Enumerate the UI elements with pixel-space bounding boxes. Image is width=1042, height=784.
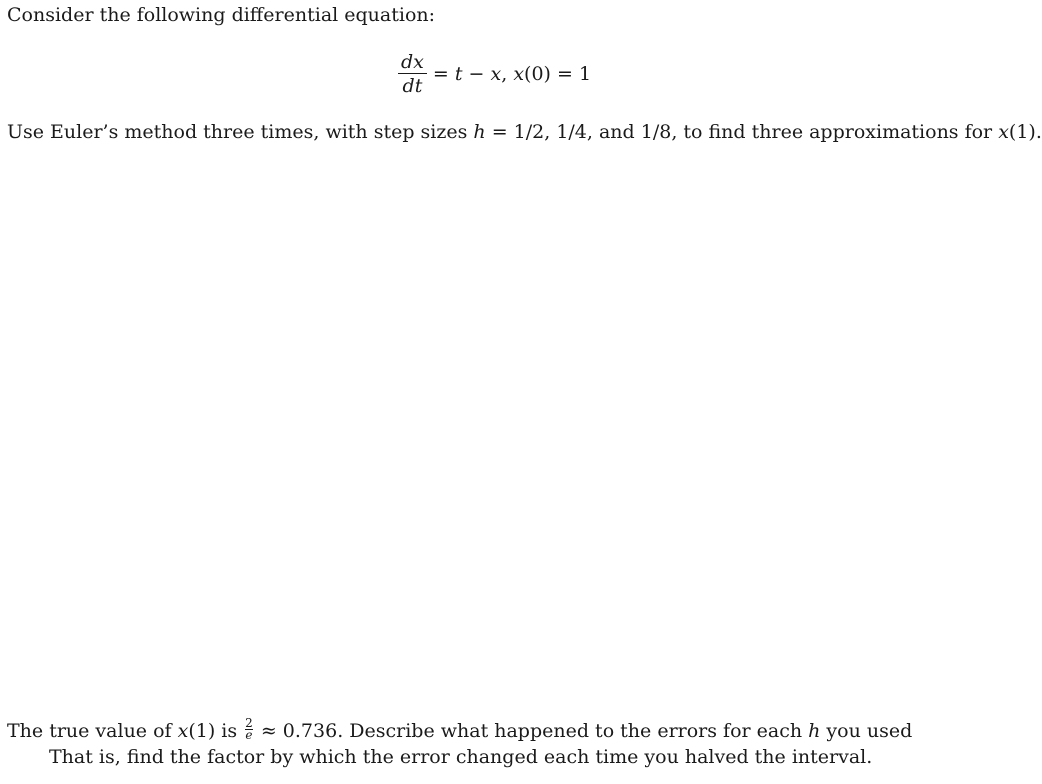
small-frac-den: e: [245, 727, 253, 742]
fraction-denominator: dt: [402, 75, 423, 97]
differential-equation: [398, 52, 591, 96]
factor-text: That is, find the factor by which the error changed each time you halved the interval.: [49, 746, 873, 768]
true-x: x: [177, 720, 189, 742]
small-frac-num: 2: [245, 715, 253, 730]
task-before-h: Use Euler’s method three times, with step sizes: [7, 121, 474, 143]
task-after-h: = 1/2, 1/4, and 1/8, to find three approximations for: [485, 121, 999, 143]
true-value-text: [7, 715, 913, 744]
true-h: h: [808, 720, 821, 742]
initial-condition: (0) = 1: [524, 63, 592, 85]
fraction-bar: [398, 73, 427, 74]
task-text: [7, 120, 1042, 144]
true-after: ≈ 0.736. Describe what happened to the errors for each: [254, 720, 809, 742]
task-h: h: [473, 121, 486, 143]
fraction-numerator: dx: [401, 51, 424, 73]
two-over-e-fraction: [245, 715, 253, 742]
rhs-t: t: [454, 63, 463, 85]
initial-condition-x: x: [513, 63, 525, 85]
true-end: you used: [820, 720, 913, 742]
rhs-x: x: [490, 63, 502, 85]
task-x: x: [998, 121, 1009, 143]
task-end: (1).: [1008, 121, 1042, 143]
equation-rhs: = t − x, x(0) = 1: [432, 63, 592, 85]
rhs-minus: −: [462, 63, 491, 85]
derivative-fraction: [398, 52, 427, 96]
true-before-x: The true value of: [7, 720, 178, 742]
true-middle: (1) is: [188, 720, 244, 742]
rhs-separator: ,: [501, 63, 514, 85]
intro-text: Consider the following differential equation:: [7, 4, 436, 26]
